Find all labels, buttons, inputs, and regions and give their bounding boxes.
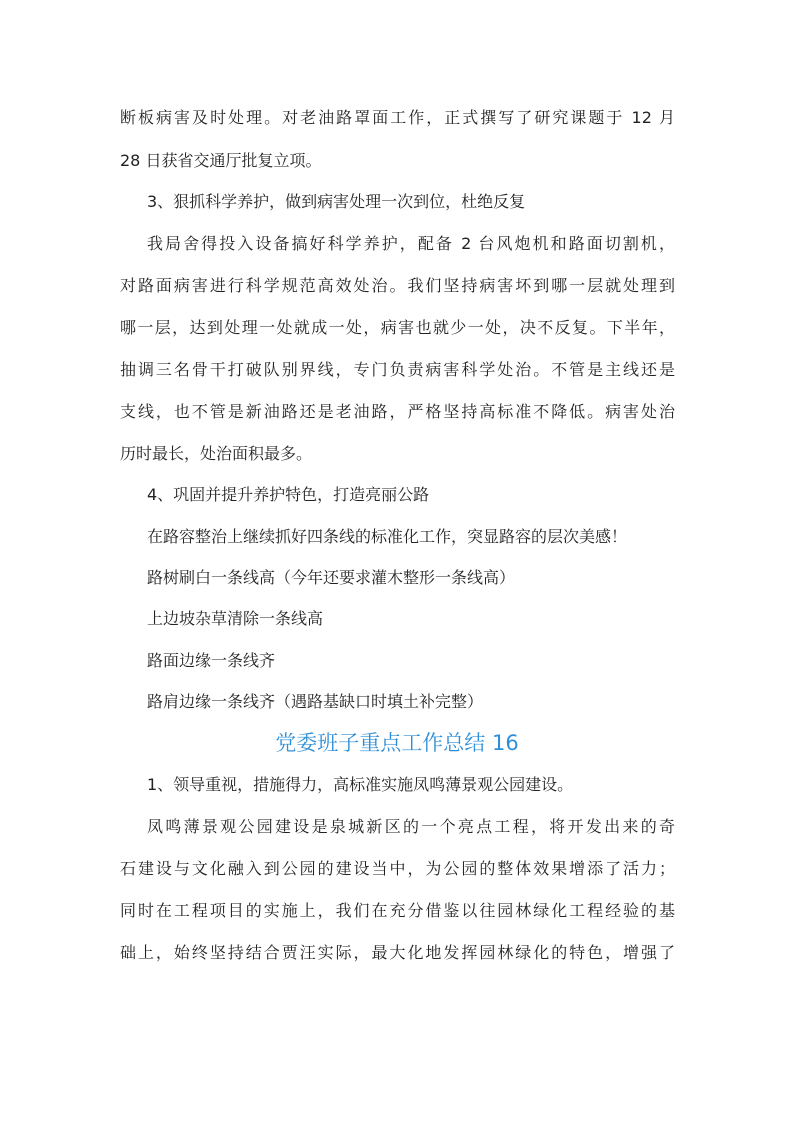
item-heading: 3、狠抓科学养护，做到病害处理一次到位，杜绝反复 — [147, 192, 526, 211]
paragraph-line: 哪一层，达到处理一处就成一处，病害也就少一处，决不反复。下半年， — [120, 318, 675, 337]
paragraph-line: 抽调三名骨干打破队别界线，专门负责病害科学处治。不管是主线还是 — [120, 360, 675, 379]
item-heading: 1、领导重视，措施得力，高标准实施凤鸣薄景观公园建设。 — [147, 775, 574, 794]
paragraph-line: 同时在工程项目的实施上，我们在充分借鉴以往园林绿化工程经验的基 — [120, 901, 675, 920]
paragraph-line: 对路面病害进行科学规范高效处治。我们坚持病害坏到哪一层就处理到 — [120, 276, 675, 295]
paragraph-line: 我局舍得投入设备搞好科学养护，配备 2 台风炮机和路面切割机， — [147, 234, 675, 253]
paragraph-line: 支线，也不管是新油路还是老油路，严格坚持高标准不降低。病害处治 — [120, 402, 675, 421]
paragraph-line: 上边坡杂草清除一条线高 — [147, 609, 324, 628]
item-heading: 4、巩固并提升养护特色，打造亮丽公路 — [147, 485, 430, 504]
paragraph-line: 历时最长，处治面积最多。 — [120, 444, 313, 463]
paragraph-line: 路树刷白一条线高（今年还要求灌木整形一条线高） — [147, 568, 516, 587]
paragraph-line: 断板病害及时处理。对老油路罩面工作，正式撰写了研究课题于 12 月 — [120, 108, 675, 127]
paragraph-line: 凤鸣薄景观公园建设是泉城新区的一个亮点工程，将开发出来的奇 — [147, 817, 675, 836]
paragraph-line: 在路容整治上继续抓好四条线的标准化工作，突显路容的层次美感！ — [147, 527, 628, 546]
paragraph-line: 路肩边缘一条线齐（遇路基缺口时填土补完整） — [147, 692, 484, 711]
paragraph-line: 石建设与文化融入到公园的建设当中，为公园的整体效果增添了活力； — [120, 859, 675, 878]
paragraph-line: 路面边缘一条线齐 — [147, 651, 276, 670]
paragraph-line: 础上，始终坚持结合贾汪实际，最大化地发挥园林绿化的特色，增强了 — [120, 943, 675, 962]
paragraph-line: 28 日获省交通厅批复立项。 — [120, 151, 322, 170]
section-title: 党委班子重点工作总结 16 — [275, 731, 519, 755]
